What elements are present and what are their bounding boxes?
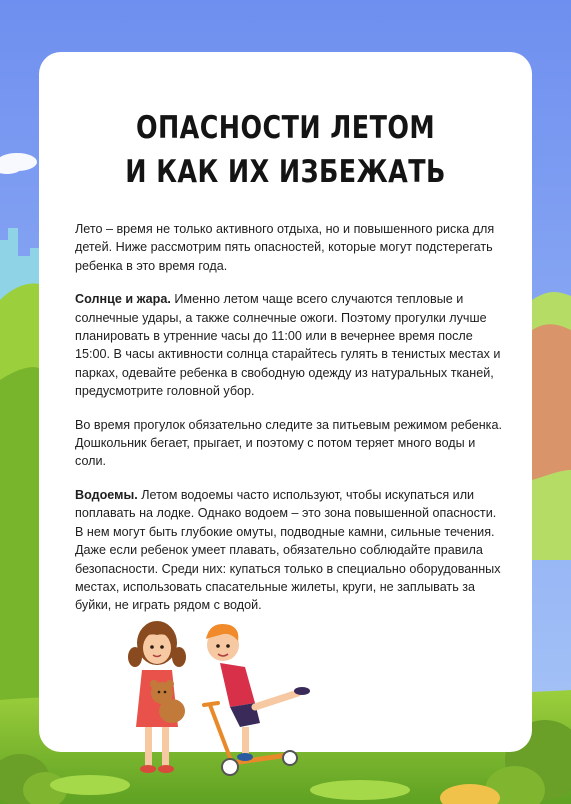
water-heading: Водоемы.	[75, 487, 138, 502]
title-line-1: ОПАСНОСТИ ЛЕТОМ	[135, 110, 436, 146]
page-title	[83, 106, 487, 194]
water-text: Летом водоемы часто используют, чтобы искупаться или поплавать на лодке. Однако водоем – это зона повышенной опасности. В нем могут быть глубокие омуты, подводные камни, сильные течения. Даже если ребенок умеет плавать, обязательно соблюдайте правила безопасности. Среди них: купаться только в специально оборудованных местах, использовать спасательные жилеты, круги, не заплывать за буйки, не играть рядом с водой.	[75, 487, 501, 613]
sun-text: Именно летом чаще всего случаются тепловые и солнечные удары, а также солнечные ожоги. Поэтому прогулки лучше планировать в утренние часы до 11:00 или в вечернее время после 15:00. В часы активности солнца старайтесь гулять в тенистых местах и парках, одевайте ребенка в свободную одежду из натуральных тканей, предусмотрите головной убор.	[75, 292, 501, 399]
drinking-paragraph: Во время прогулок обязательно следите за питьевым режимом ребенка. Дошкольник бегает, прыгает, и поэтому с потом теряет много воды и соли.	[75, 417, 502, 469]
path-right	[532, 324, 571, 480]
intro-paragraph: Лето – время не только активного отдыха, но и повышенного риска для детей. Ниже рассмотрим пять опасностей, которые могут подстерегать ребенка в это время года.	[75, 222, 495, 273]
children-illustration	[120, 615, 320, 785]
sun-heading: Солнце и жара.	[75, 292, 171, 307]
article-body	[75, 220, 505, 630]
title-line-2: И КАК ИХ ИЗБЕЖАТЬ	[125, 154, 446, 190]
boy-figure	[204, 624, 310, 775]
water-paragraph	[75, 486, 505, 615]
sun-paragraph	[75, 290, 505, 400]
girl-figure	[128, 621, 186, 773]
